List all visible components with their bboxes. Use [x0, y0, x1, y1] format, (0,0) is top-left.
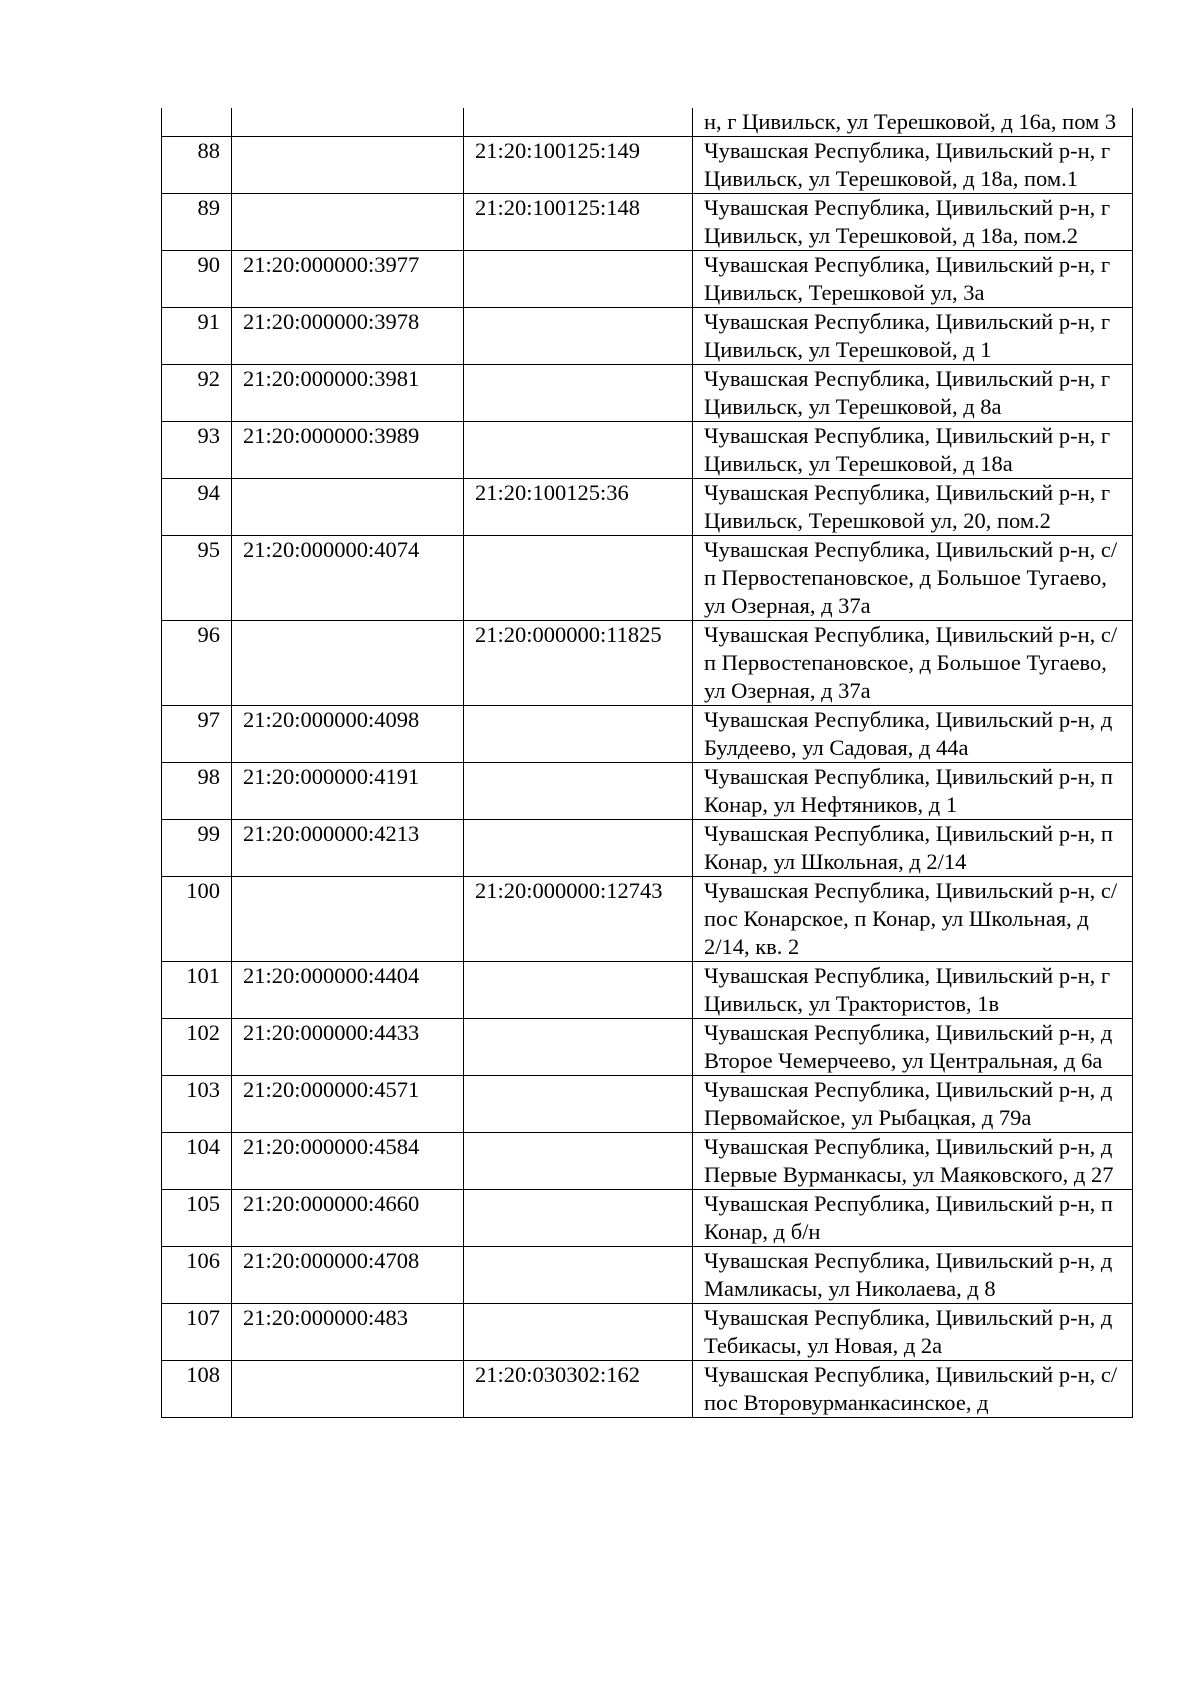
object-cadastral-number-cell [464, 962, 693, 1019]
row-number-cell: 94 [162, 479, 232, 536]
object-cadastral-number-cell [464, 1019, 693, 1076]
row-number-cell: 96 [162, 621, 232, 706]
table-row [162, 137, 1133, 194]
table-row [162, 308, 1133, 365]
land-cadastral-number-cell: 21:20:000000:4433 [232, 1019, 464, 1076]
object-cadastral-number-cell: 21:20:000000:12743 [464, 877, 693, 962]
registry-table-body [162, 108, 1133, 1418]
address-cell: Чувашская Республика, Цивильский р-н, д Второе Чемерчеево, ул Центральная, д 6а [693, 1019, 1133, 1076]
address-cell: Чувашская Республика, Цивильский р-н, с/пос Конарское, п Конар, ул Школьная, д 2/14, кв. 2 [693, 877, 1133, 962]
object-cadastral-number-cell [464, 308, 693, 365]
registry-table [161, 108, 1133, 1418]
object-cadastral-number-cell: 21:20:100125:36 [464, 479, 693, 536]
address-cell: Чувашская Республика, Цивильский р-н, г Цивильск, ул Терешковой, д 1 [693, 308, 1133, 365]
land-cadastral-number-cell: 21:20:000000:4584 [232, 1133, 464, 1190]
address-cell: Чувашская Республика, Цивильский р-н, г Цивильск, ул Терешковой, д 8а [693, 365, 1133, 422]
object-cadastral-number-cell [464, 1247, 693, 1304]
table-row [162, 1247, 1133, 1304]
land-cadastral-number-cell: 21:20:000000:3977 [232, 251, 464, 308]
row-number-cell [162, 108, 232, 137]
address-cell: Чувашская Республика, Цивильский р-н, д Мамликасы, ул Николаева, д 8 [693, 1247, 1133, 1304]
row-number-cell: 103 [162, 1076, 232, 1133]
table-row [162, 1133, 1133, 1190]
table-row [162, 621, 1133, 706]
table-row [162, 479, 1133, 536]
land-cadastral-number-cell: 21:20:000000:4098 [232, 706, 464, 763]
land-cadastral-number-cell: 21:20:000000:4074 [232, 536, 464, 621]
table-row [162, 422, 1133, 479]
table-row [162, 1019, 1133, 1076]
object-cadastral-number-cell [464, 820, 693, 877]
table-row [162, 536, 1133, 621]
object-cadastral-number-cell [464, 706, 693, 763]
land-cadastral-number-cell [232, 1361, 464, 1418]
table-row [162, 706, 1133, 763]
land-cadastral-number-cell: 21:20:000000:4191 [232, 763, 464, 820]
object-cadastral-number-cell [464, 1190, 693, 1247]
object-cadastral-number-cell [464, 422, 693, 479]
address-cell: Чувашская Республика, Цивильский р-н, д Булдеево, ул Садовая, д 44а [693, 706, 1133, 763]
address-cell: Чувашская Республика, Цивильский р-н, д Первомайское, ул Рыбацкая, д 79а [693, 1076, 1133, 1133]
object-cadastral-number-cell [464, 365, 693, 422]
land-cadastral-number-cell [232, 108, 464, 137]
row-number-cell: 104 [162, 1133, 232, 1190]
address-cell: Чувашская Республика, Цивильский р-н, с/пос Второвурманкасинское, д [693, 1361, 1133, 1418]
row-number-cell: 91 [162, 308, 232, 365]
address-cell: Чувашская Республика, Цивильский р-н, г Цивильск, ул Терешковой, д 18а [693, 422, 1133, 479]
address-cell: Чувашская Республика, Цивильский р-н, с/п Первостепановское, д Большое Тугаево, ул Озерная, д 37а [693, 536, 1133, 621]
land-cadastral-number-cell [232, 621, 464, 706]
table-row [162, 1076, 1133, 1133]
row-number-cell: 98 [162, 763, 232, 820]
land-cadastral-number-cell [232, 877, 464, 962]
row-number-cell: 108 [162, 1361, 232, 1418]
row-number-cell: 89 [162, 194, 232, 251]
row-number-cell: 97 [162, 706, 232, 763]
row-number-cell: 92 [162, 365, 232, 422]
row-number-cell: 93 [162, 422, 232, 479]
table-row [162, 108, 1133, 137]
table-row [162, 251, 1133, 308]
address-cell: Чувашская Республика, Цивильский р-н, п Конар, д б/н [693, 1190, 1133, 1247]
row-number-cell: 99 [162, 820, 232, 877]
address-cell: Чувашская Республика, Цивильский р-н, г Цивильск, ул Терешковой, д 18а, пом.2 [693, 194, 1133, 251]
land-cadastral-number-cell: 21:20:000000:4708 [232, 1247, 464, 1304]
address-cell: н, г Цивильск, ул Терешковой, д 16а, пом 3 [693, 108, 1133, 137]
object-cadastral-number-cell: 21:20:030302:162 [464, 1361, 693, 1418]
row-number-cell: 106 [162, 1247, 232, 1304]
object-cadastral-number-cell: 21:20:100125:148 [464, 194, 693, 251]
object-cadastral-number-cell: 21:20:100125:149 [464, 137, 693, 194]
object-cadastral-number-cell [464, 251, 693, 308]
table-row [162, 1190, 1133, 1247]
land-cadastral-number-cell: 21:20:000000:3978 [232, 308, 464, 365]
row-number-cell: 100 [162, 877, 232, 962]
table-row [162, 365, 1133, 422]
table-row [162, 962, 1133, 1019]
land-cadastral-number-cell [232, 194, 464, 251]
address-cell: Чувашская Республика, Цивильский р-н, г Цивильск, ул Терешковой, д 18а, пом.1 [693, 137, 1133, 194]
address-cell: Чувашская Республика, Цивильский р-н, г Цивильск, Терешковой ул, 20, пом.2 [693, 479, 1133, 536]
address-cell: Чувашская Республика, Цивильский р-н, д Первые Вурманкасы, ул Маяковского, д 27 [693, 1133, 1133, 1190]
row-number-cell: 88 [162, 137, 232, 194]
table-row [162, 1361, 1133, 1418]
table-row [162, 1304, 1133, 1361]
table-row [162, 763, 1133, 820]
row-number-cell: 102 [162, 1019, 232, 1076]
object-cadastral-number-cell [464, 1304, 693, 1361]
object-cadastral-number-cell [464, 1076, 693, 1133]
land-cadastral-number-cell [232, 479, 464, 536]
address-cell: Чувашская Республика, Цивильский р-н, г Цивильск, Терешковой ул, 3а [693, 251, 1133, 308]
land-cadastral-number-cell: 21:20:000000:4660 [232, 1190, 464, 1247]
land-cadastral-number-cell: 21:20:000000:4404 [232, 962, 464, 1019]
address-cell: Чувашская Республика, Цивильский р-н, с/п Первостепановское, д Большое Тугаево, ул Озерная, д 37а [693, 621, 1133, 706]
land-cadastral-number-cell: 21:20:000000:483 [232, 1304, 464, 1361]
address-cell: Чувашская Республика, Цивильский р-н, д Тебикасы, ул Новая, д 2а [693, 1304, 1133, 1361]
address-cell: Чувашская Республика, Цивильский р-н, г Цивильск, ул Трактористов, 1в [693, 962, 1133, 1019]
land-cadastral-number-cell: 21:20:000000:3981 [232, 365, 464, 422]
table-row [162, 820, 1133, 877]
table-row [162, 877, 1133, 962]
row-number-cell: 101 [162, 962, 232, 1019]
row-number-cell: 107 [162, 1304, 232, 1361]
land-cadastral-number-cell: 21:20:000000:4571 [232, 1076, 464, 1133]
object-cadastral-number-cell [464, 1133, 693, 1190]
table-row [162, 194, 1133, 251]
address-cell: Чувашская Республика, Цивильский р-н, п Конар, ул Нефтяников, д 1 [693, 763, 1133, 820]
row-number-cell: 105 [162, 1190, 232, 1247]
land-cadastral-number-cell [232, 137, 464, 194]
object-cadastral-number-cell [464, 763, 693, 820]
row-number-cell: 90 [162, 251, 232, 308]
object-cadastral-number-cell [464, 536, 693, 621]
address-cell: Чувашская Республика, Цивильский р-н, п Конар, ул Школьная, д 2/14 [693, 820, 1133, 877]
row-number-cell: 95 [162, 536, 232, 621]
land-cadastral-number-cell: 21:20:000000:4213 [232, 820, 464, 877]
object-cadastral-number-cell [464, 108, 693, 137]
object-cadastral-number-cell: 21:20:000000:11825 [464, 621, 693, 706]
land-cadastral-number-cell: 21:20:000000:3989 [232, 422, 464, 479]
